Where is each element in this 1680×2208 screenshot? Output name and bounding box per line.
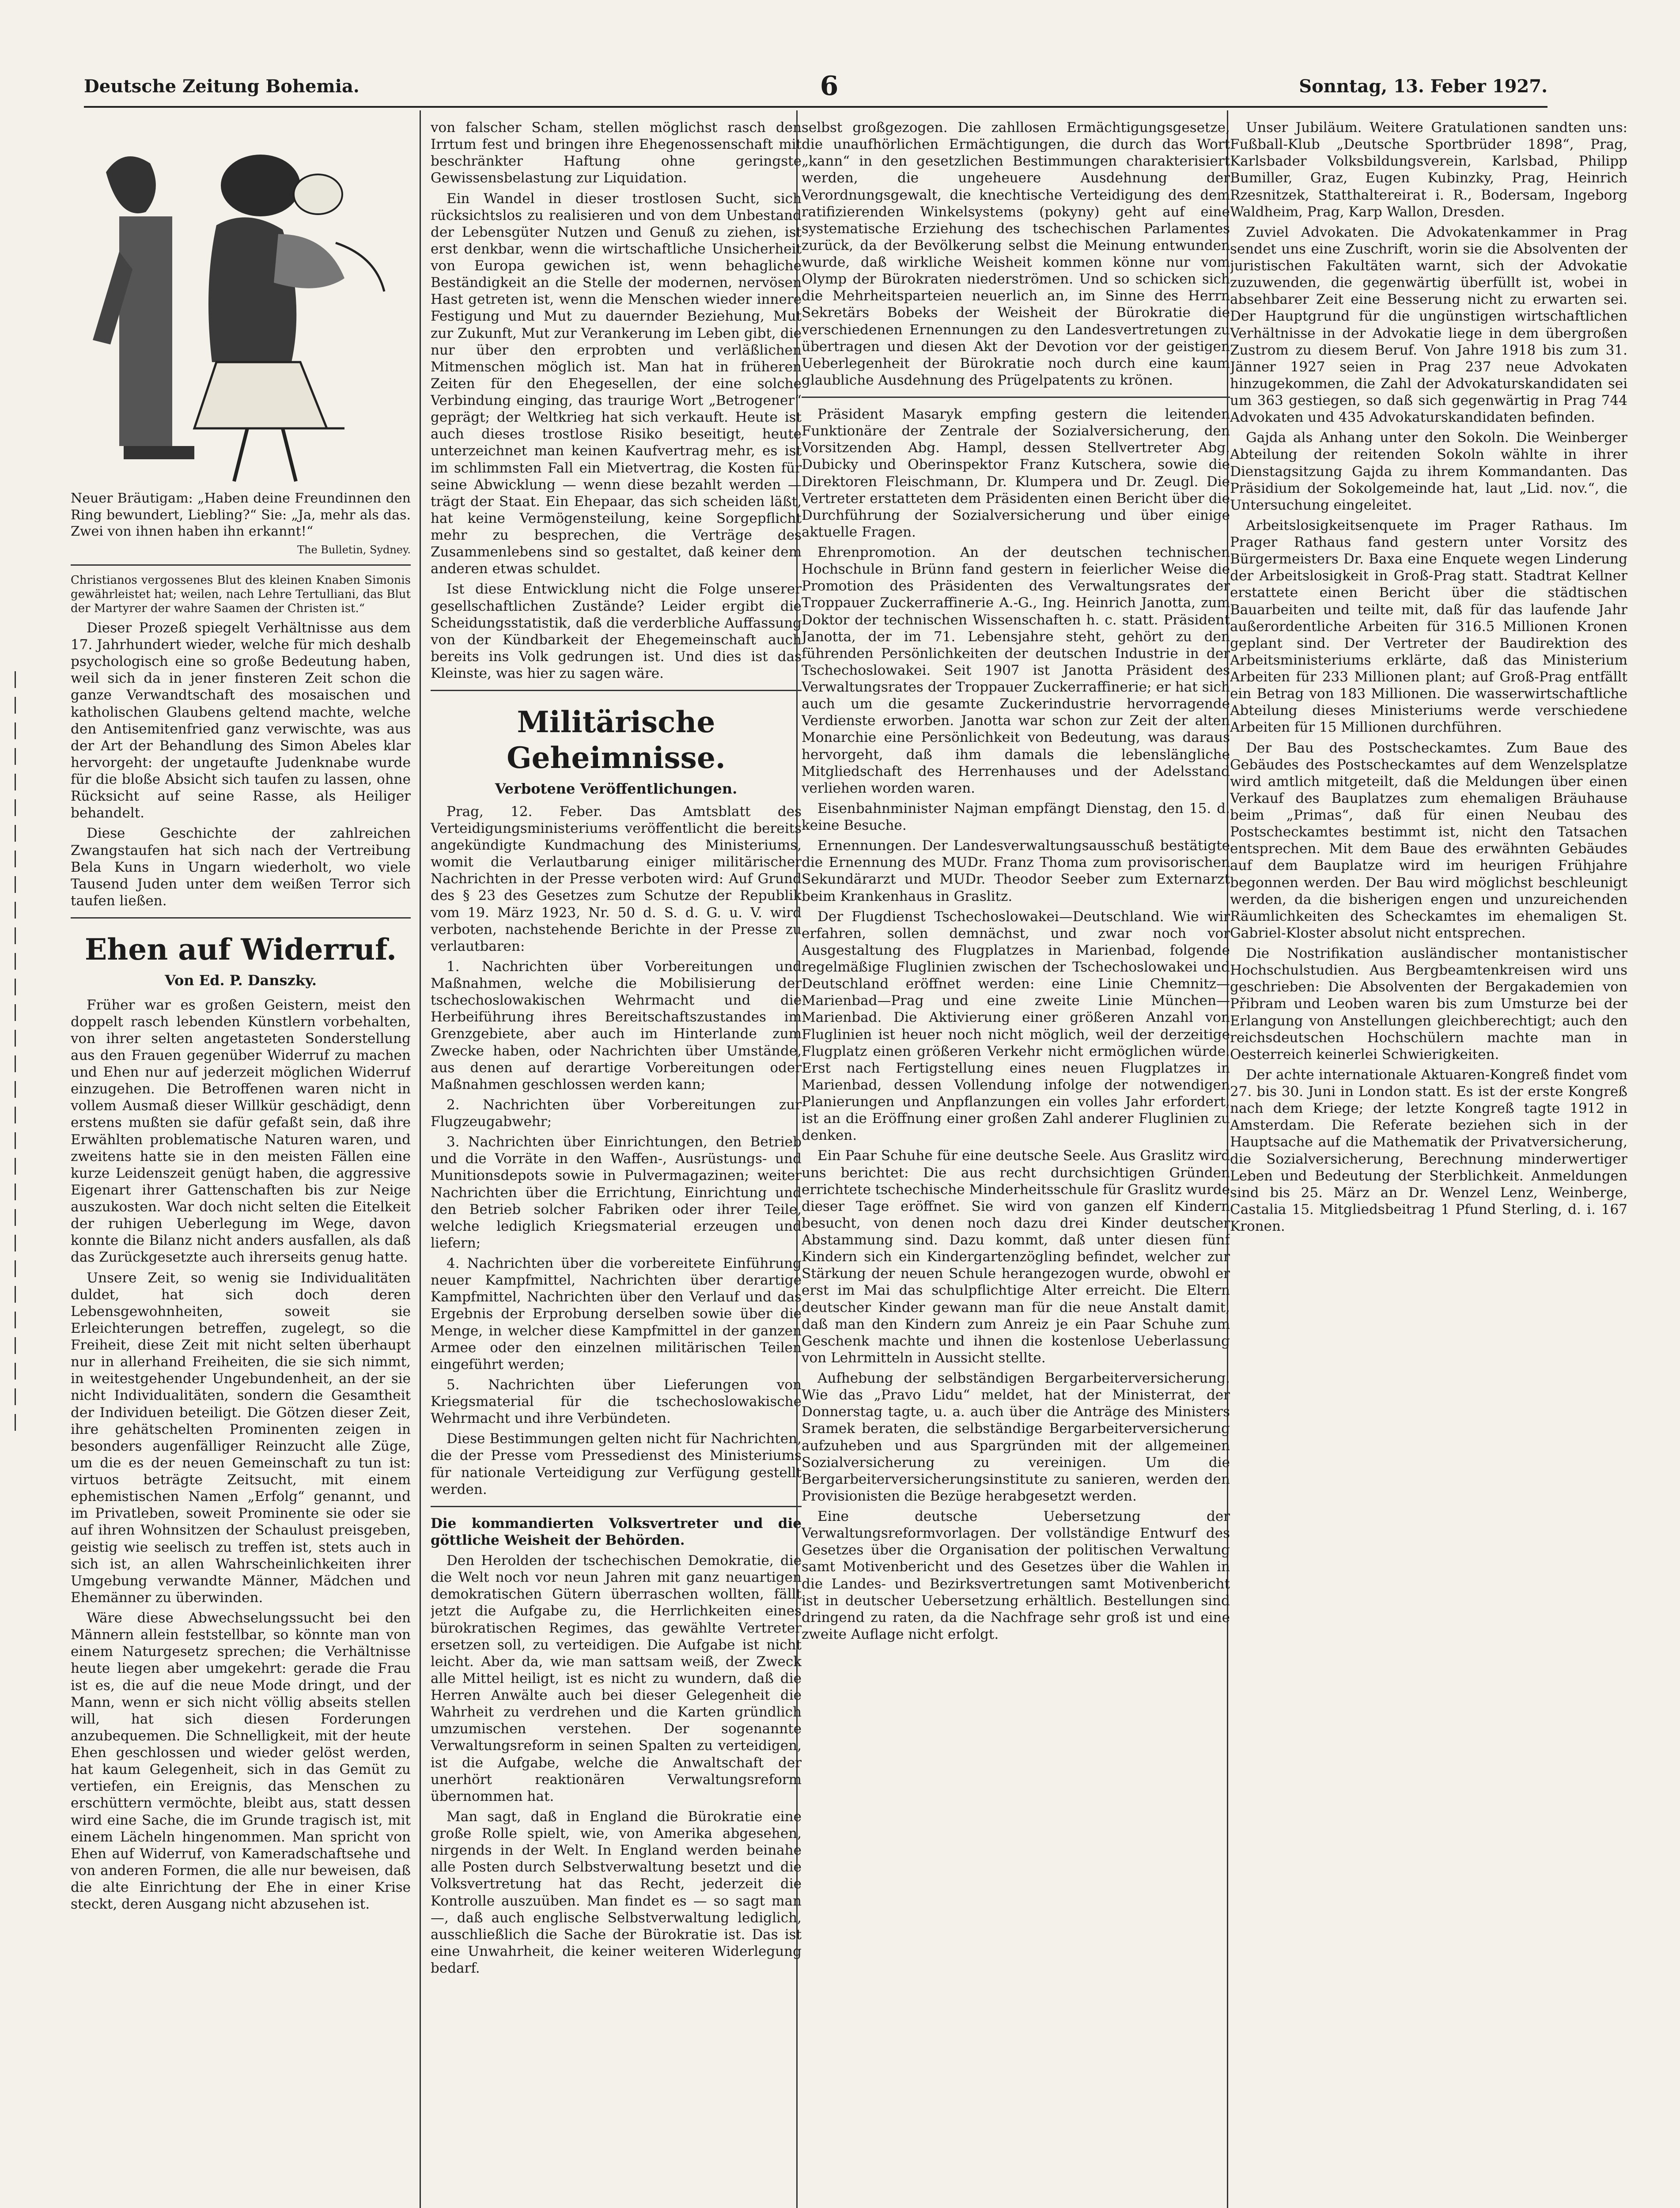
article-intro: Christianos vergossenes Blut des kleinen Knaben Simonis gewährleistet hat; weilen, nach Lehre Tertulliani, das Blut der Martyrer der wahre Saamen der Christen ist.“ (71, 574, 411, 615)
news-item: Die Nostrifikation ausländischer montanistischer Hochschulstudien. Aus Bergbeamtenkreisen wird uns geschrieben: Die Absolventen der Bergakademien von Přibram und Leoben waren bis zum Umsturze bei der Erlangung von Anstellungen gleichberechtigt; auch den reichsdeutschen Hochschülern machte man in Oesterreich keinerlei Schwierigkeiten. (1230, 945, 1627, 1062)
news-item: Der Bau des Postscheckamtes. Zum Baue des Gebäudes des Postscheckamtes auf dem Wenzelsplatze wird amtlich mitgeteilt, daß die Meldungen über einen Verkauf des Bauplatzes zum ehemaligen Bräuhause beim „Primas“, daß für einen Neubau des Postscheckamtes bestimmt ist, nicht den Tatsachen entsprechen. Mit dem Baue des erwähnten Gebäudes auf dem Bauplatze wird im heurigen Frühjahre begonnen werden. Der Bau wird möglichst beschleunigt werden, da die bisherigen engen und unzureichenden Räumlichkeiten des Scheckamtes im ehemaligen St. Gabriel-Kloster absolut nicht entsprechen. (1230, 740, 1627, 941)
section-divider (431, 1506, 802, 1507)
news-item: Der achte internationale Aktuaren-Kongreß findet vom 27. bis 30. Juni in London statt. Es ist der erste Kongreß nach dem Kriege; der letzte Kongreß tagte 1912 in Amsterdam. Die Referate beziehen sich in der Hauptsache auf die Mathematik der Privatversicherung, die Sozialversicherung, Berechnung minderwertiger Leben und Bedeutung der Sterblichkeit. Anmeldungen sind bis 25. März an Dr. Wenzel Lenz, Weinberge, Castalia 15. Mitgliedsbeitrag 1 Pfund Sterling, d. i. 167 Kronen. (1230, 1066, 1627, 1234)
paragraph: 4. Nachrichten über die vorbereitete Einführung neuer Kampfmittel, Nachrichten über derartige Kampfmittel, Nachrichten über den Verlauf und das Ergebnis der Erprobung derselben sowie über die Menge, in welcher diese Kampfmittel in der ganzen Armee oder den einzelnen militärischen Teilen eingeführt werden; (431, 1255, 802, 1372)
column-1 (71, 119, 411, 2208)
news-item: Ernennungen. Der Landesverwaltungsausschuß bestätigte die Ernennung des MUDr. Franz Thoma zum provisorischen Sekundärarzt und MUDr. Theodor Seeber zum Externarzt beim Krankenhaus in Graslitz. (802, 838, 1230, 904)
news-item: Eisenbahnminister Najman empfängt Dienstag, den 15. d. keine Besuche. (802, 800, 1230, 833)
section-divider (71, 917, 411, 919)
cartoon-illustration (71, 119, 411, 490)
article-heading-small: Die kommandierten Volksvertreter und die göttliche Weisheit der Behörden. (431, 1515, 802, 1548)
news-item: Ein Paar Schuhe für eine deutsche Seele. Aus Graslitz wird uns berichtet: Die aus recht durchsichtigen Gründen errichtete tschechische Minderheitsschule für Graslitz wurde dieser Tage eröffnet. Sie wird von ganzen elf Kindern besucht, von denen noch dazu drei Kinder deutscher Abstammung sind. Dazu kommt, daß unter diesen fünf Kindern sich ein Kindergartenzögling befindet, welcher zur Stärkung der neuen Schule herangezogen wurde, obwohl er erst im Mai das schulpflichtige Alter erreicht. Die Eltern deutscher Kinder gewann man für die neue Anstalt damit, daß man den Kindern zum Anreiz je ein Paar Schuhe zum Geschenk machte und ihnen die kostenlose Ueberlassung von Lehrmitteln in Aussicht stellte. (802, 1148, 1230, 1366)
paragraph: selbst großgezogen. Die zahllosen Ermächtigungsgesetze, die unaufhörlichen Ermächtigungen, die durch das Wort „kann“ in den gesetzlichen Bestimmungen charakterisiert werden, die ungeheuere Ausdehnung der Verordnungsgewalt, die knechtische Verteidigung des dem ratifizierenden Winkelsystems (pokyny) geht auf eine systematische Erziehung des tschechischen Parlamentes zurück, da der Bevölkerung selbst die Meinung entwunden wurde, daß wirkliche Weisheit kommen könne nur vom Olymp der Bürokraten niederströmen. Und so schicken sich die Mehrheitsparteien neuerlich an, im Sinne des Herrn Sekretärs Bobeks der Weisheit der Bürokratie die verschiedenen Ernennungen zu den Landesvertretungen zu übertragen und diesen Akt der Devotion vor der geistigen Ueberlegenheit der Bürokratie noch durch eine kaum glaubliche Ausdehnung des Prügelpatents zu krönen. (802, 120, 1230, 388)
news-item: Zuviel Advokaten. Die Advokatenkammer in Prag sendet uns eine Zuschrift, worin sie die Absolventen der juristischen Fakultäten warnt, sich der Advokatie zuzuwenden, die gegenwärtig überfüllt ist, wobei in absehbarer Zeit eine Besserung nicht zu erwarten sei. Der Hauptgrund für die ungünstigen wirtschaftlichen Verhältnisse in der Advokatie liege in dem übergroßen Zustrom zu diesem Beruf. Von Jahre 1918 bis zum 31. Jänner 1927 seien in Prag 237 neue Advokaten hinzugekommen, die Zahl der Advokaturskandidaten sei um 363 gestiegen, so daß sich gegenwärtig in Prag 744 Advokaten und 435 Advokaturskandidaten befinden. (1230, 224, 1627, 426)
news-item: Ehrenpromotion. An der deutschen technischen Hochschule in Brünn fand gestern in feierlicher Weise die Promotion des Präsidenten des Verwaltungsrates der Troppauer Zuckerraffinerie A.-G., Ing. Heinrich Janotta, zum Doktor der technischen Wissenschaften h. c. statt. Präsident Janotta, der im 71. Lebensjahre steht, gehört zu den führenden Persönlichkeiten der deutschen Industrie in der Tschechoslowakei. Seit 1907 ist Janotta Präsident des Verwaltungsrates der Troppauer Zuckerraffinerie; er hat sich auch um die gesamte Zuckerindustrie hervorragende Verdienste erworben. Janotta war schon zur Zeit der alten Monarchie eine Persönlichkeit von Bedeutung, was daraus hervorgeht, daß ihm damals die lebenslängliche Mitgliedschaft des Herrenhauses und der Adelsstand verliehen worden waren. (802, 544, 1230, 796)
news-item: Unser Jubiläum. Weitere Gratulationen sandten uns: Fußball-Klub „Deutsche Sportbrüder 1898“, Prag, Karlsbader Volksbildungsverein, Karlsbad, Philipp Bumiller, Graz, Eugen Kubinzky, Prag, Heinrich Rzesnitzek, Statthaltereirat i. R., Bodersam, Ingeborg Waldheim, Prag, Karp Wallon, Dresden. (1230, 120, 1627, 220)
article-heading: Ehen auf Widerruf. (84, 932, 397, 967)
section-divider (802, 397, 1230, 398)
issue-date: Sonntag, 13. Feber 1927. (1299, 76, 1548, 97)
masthead: Deutsche Zeitung Bohemia. (84, 76, 359, 97)
paragraph: Ein Wandel in dieser trostlosen Sucht, sich rücksichtslos zu realisieren und von dem Unbestand der Lebensgüter Nutzen und Genuß zu ziehen, ist erst denkbar, wenn die wirtschaftliche Unsicherheit von Europa gewichen ist, wenn behagliche Beständigkeit an die Stelle der modernen, nervösen Hast getreten ist, wenn die Menschen wieder innere Festigung und Mut zu dauernder Beziehung, Mut zur Zukunft, Mut zur Verankerung im Leben gibt, die nur über den erprobten und verläßlichen Mitmenschen möglich ist. Man hat in früheren Zeiten für den Ehegesellen, der eine solche Verbindung einging, das traurige Wort „Betrogener“ geprägt; der Weltkrieg hat sich verkauft. Heute ist auch dieses trostlose Risiko beseitigt, heute unterzeichnet man keinen Kaufvertrag mehr, es ist im schlimmsten Fall ein Mietvertrag, die Kosten für seine Abwicklung — wenn diese bezahlt werden — trägt der Staat. Ein Ehepaar, das sich scheiden läßt, hat keine Vermögensteilung, keine Sorgepflicht mehr zu besprechen, die Verträge des Zusammenlebens sind so gestaltet, daß keiner dem anderen etwas schuldet. (431, 190, 802, 577)
paragraph: Dieser Prozeß spiegelt Verhältnisse aus dem 17. Jahrhundert wieder, welche für mich deshalb psychologisch eine so große Bedeutung haben, weil sich da in jener finsteren Zeit schon die ganze Verwandtschaft des mosaischen und katholischen Glaubens geltend machte, welche den Antisemitenfried ganz verwischte, was aus der Art der Behandlung des Simon Abeles klar hervorgeht: der ungetaufte Judenknabe wurde für die bloße Absicht sich taufen zu lassen, ohne Rücksicht auf seine Rasse, als Heiliger behandelt. (71, 620, 411, 821)
paragraph: Man sagt, daß in England die Bürokratie eine große Rolle spielt, wie, von Amerika abgesehen, nirgends in der Welt. In England werden beinahe alle Posten durch Selbstverwaltung besetzt und die Volksvertretung hat das Recht, jederzeit die Kontrolle auszuüben. Man findet es — so sagt man —, daß auch englische Selbstverwaltung lediglich, ausschließlich die Sache der Bürokratie ist. Das ist eine Unwahrheit, die keiner weiteren Widerlegung bedarf. (431, 1808, 802, 1977)
news-item: Gajda als Anhang unter den Sokoln. Die Weinberger Abteilung der reitenden Sokoln wählte in ihrer Dienstagsitzung Gajda zu ihrem Kommandanten. Das Präsidium der Sokolgemeinde hat, laut „Lid. nov.“, die Untersuchung eingeleitet. (1230, 430, 1627, 513)
article-heading: Militärische Geheimnisse. (507, 705, 726, 775)
column-3 (802, 119, 1230, 2208)
paragraph: Diese Geschichte der zahlreichen Zwangstaufen hat sich nach der Vertreibung Bela Kuns in Ungarn wiederholt, wo viele Tausend Juden unter dem weißen Terror sich taufen ließen. (71, 825, 411, 909)
paragraph: von falscher Scham, stellen möglichst rasch den Irrtum fest und bringen ihre Ehegenossenschaft mit beschränkter Haftung ohne geringste Gewissensbelastung zur Liquidation. (431, 120, 802, 186)
paragraph: 1. Nachrichten über Vorbereitungen und Maßnahmen, welche die Mobilisierung der tschechoslowakischen Wehrmacht und die Herbeiführung ihres Bereitschaftszustandes im Grenzgebiete, aber auch im Hinterlande zum Zwecke haben, oder Nachrichten über Umstände, aus denen auf derartige Vorbereitungen oder Maßnahmen geschlossen werden kann; (431, 958, 802, 1093)
paragraph: Wäre diese Abwechselungssucht bei den Männern allein feststellbar, so könnte man von einem Naturgesetz sprechen; die Verhältnisse heute liegen aber umgekehrt: gerade die Frau ist es, die auf die neue Mode dringt, und der Mann, wenn er sich nicht völlig abseits stellen will, hat sich diesen Forderungen anzubequemen. Die Schnelligkeit, mit der heute Ehen geschlossen und wieder gelöst werden, hat kaum Gelegenheit, sich in das Gemüt zu vertiefen, ein Ereignis, das Menschen zu erschüttern vermöchte, bleibt aus, statt dessen wird eine Sache, die im Grunde tragisch ist, mit einem Lächeln hingenommen. Man spricht von Ehen auf Widerruf, von Kameradschaftsehe und von anderen Formen, die alle nur beweisen, daß die alte Einrichtung der Ehe in einer Krise steckt, deren Ausgang nicht abzusehen ist. (71, 1610, 411, 1913)
section-divider (71, 564, 411, 566)
paragraph: Den Herolden der tschechischen Demokratie, die die Welt noch vor neun Jahren mit ganz neuartigen demokratischen Gütern überraschen wollten, fällt jetzt die Aufgabe zu, die Herrlichkeiten eines bürokratischen Regimes, das gewählte Vertreter ersetzen soll, zu verteidigen. Die Aufgabe ist nicht leicht. Aber da, wie man sattsam weiß, der Zweck alle Mittel heiligt, ist es nicht zu wundern, daß die Herren Anwälte auch bei dieser Gelegenheit die Wahrheit zu verdrehen und die Karten gründlich umzumischen verstehen. Der sogenannte Verwaltungsreform in seinen Spalten zu verteidigen, ist die Aufgabe, welche die Anwaltschaft der unerhört reaktionären Verwaltungsreform übernommen hat. (431, 1553, 802, 1804)
news-item: Eine deutsche Uebersetzung der Verwaltungsreformvorlagen. Der vollständige Entwurf des Gesetzes über die Organisation der politischen Verwaltung samt Motivenbericht und des Gesetzes über die Wahlen in die Landes- und Bezirksvertretungen samt Motivenbericht ist in deutscher Uebersetzung erhältlich. Bestellungen sind dringend zu raten, da die Nachfrage sehr groß ist und eine zweite Auflage nicht erfolgt. (802, 1509, 1230, 1642)
column-2 (431, 119, 802, 2208)
margin-rule (2, 662, 28, 1678)
paragraph: Ist diese Entwicklung nicht die Folge unserer gesellschaftlichen Zustände? Leider ergibt die Scheidungsstatistik, daß die verderbliche Auffassung von der Kündbarkeit der Ehegemeinschaft auch bereits ins Volk gedrungen ist. Und dies ist das Kleinste, was hier zu sagen wäre. (431, 581, 802, 681)
paragraph: 3. Nachrichten über Einrichtungen, den Betrieb und die Vorräte in den Waffen-, Ausrüstungs- und Munitionsdepots sowie in Pulvermagazinen; weiter Nachrichten über die Errichtung, Einrichtung und den Betrieb solcher Fabriken oder ihrer Teile, welche lediglich Kriegsmaterial erzeugen und liefern; (431, 1134, 802, 1251)
article-subheading: Verbotene Veröffentlichungen. (495, 780, 738, 798)
paragraph: Unsere Zeit, so wenig sie Individualitäten duldet, hat sich doch deren Lebensgewohnheiten, soweit sie Erleichterungen betreffen, zugelegt, so die Freiheit, diese Zeit mit nicht selten überhaupt nur in allerhand Freiheiten, die sie sich nimmt, in weitestgehender Ungebundenheit, an der sie nicht Individualitäten, sondern die Gesamtheit der Individuen beteiligt. Die Götzen dieser Zeit, ihre gehätschelten Prominenten zeigen in besonders augenfälliger Reinzucht alle Züge, um die es der neuen Gemeinschaft zu tun ist: virtuos beträgte Zeitsucht, mit einem ephemistischen Namen „Erfolg“ genannt, und im Privatleben, soweit Prominente sie oder sie auf ihren Wohnsitzen der Schaulust preisgeben, geistig wie seelisch zu treffen ist, stets auch in sich ist, an allen Wahrscheinlichkeiten ihrer Umgebung verwandte Männer, Mädchen und Ehemänner zu überwinden. (71, 1270, 411, 1606)
paragraph: 2. Nachrichten über Vorbereitungen zur Flugzeugabwehr; (431, 1096, 802, 1130)
paragraph: Früher war es großen Geistern, meist den doppelt rasch lebenden Künstlern vorbehalten, von ihrer selten angetasteten Sonderstellung aus den Frauen gegenüber Widerruf zu machen und Ehen nur auf jederzeit möglichen Widerruf einzugehen. Die Betroffenen waren nicht in vollem Ausmaß dieser Willkür geschädigt, denn erstens mußten sie dafür gefaßt sein, daß ihre Erwählten problematische Naturen waren, und zweitens hatte sie in den meisten Fällen eine kurze Leidenszeit genügt haben, die aggressive Eigenart ihrer Gattenschaften bis zur Neige auszukosten. War doch nicht selten die Eitelkeit der ruhigen Ueberlegung im Wege, davon konnte die Bilanz nicht anders ausfallen, als daß das Zurückgesetzte auch ihrerseits genug hatte. (71, 997, 411, 1266)
news-item: Aufhebung der selbständigen Bergarbeiterversicherung. Wie das „Pravo Lidu“ meldet, hat der Ministerrat, der Donnerstag tagte, u. a. auch über die Anträge des Ministers Sramek beraten, die selbständige Bergarbeiterversicherung aufzuheben und aus Spargründen mit der allgemeinen Sozialversicherung zu vereinigen. Um die Bergarbeiterversicherungsinstitute zu sanieren, werden den Provisionisten die Bezüge herabgesetzt werden. (802, 1370, 1230, 1504)
news-item: Präsident Masaryk empfing gestern die leitenden Funktionäre der Zentrale der Sozialversicherung, den Vorsitzenden Abg. Hampl, dessen Stellvertreter Abg. Dubicky und Oberinspektor Franz Kutschera, sowie die Direktoren Fleischmann, Dr. Klumpera und Dr. Zeugl. Die Vertreter erstatteten dem Präsidenten einen Bericht über die Durchführung der Sozialversicherung und über einige aktuelle Fragen. (802, 406, 1230, 540)
page-number: 6 (820, 71, 839, 102)
section-divider (431, 690, 802, 691)
news-item: Arbeitslosigkeitsenquete im Prager Rathaus. Im Prager Rathaus fand gestern unter Vorsitz des Bürgermeisters Dr. Baxa eine Enquete wegen Linderung der Arbeitslosigkeit in Groß-Prag statt. Stadtrat Kellner erstattete einen Bericht über die städtischen Bauarbeiten und teilte mit, daß für das laufende Jahr außerordentliche Arbeiten für 316.5 Millionen Kronen geplant sind. Der Vertreter der Baudirektion des Arbeitsministeriums erklärte, daß das Ministerium Arbeiten für 233 Millionen plant; auf Groß-Prag entfällt ein Betrag von 183 Millionen. Die wasserwirtschaftliche Abteilung dieses Ministeriums werde verschiedene Arbeiten für 15 Millionen durchführen. (1230, 517, 1627, 736)
column-divider (420, 110, 421, 2208)
page-header (84, 66, 1548, 108)
article-byline: Von Ed. P. Danszky. (165, 972, 317, 989)
paragraph: 5. Nachrichten über Lieferungen von Kriegsmaterial für die tschechoslowakische Wehrmacht und ihre Verbündeten. (431, 1376, 802, 1427)
cartoon-caption: Neuer Bräutigam: „Haben deine Freundinnen den Ring bewundert, Liebling?“ Sie: „Ja, mehr als das. Zwei von ihnen haben ihn erkannt!“ (71, 491, 411, 539)
paragraph: Prag, 12. Feber. Das Amtsblatt des Verteidigungsministeriums veröffentlicht die bereits angekündigte Kundmachung des Ministeriums, womit die Verlautbarung einiger militärischer Nachrichten in der Presse verboten wird: Auf Grund des § 23 des Gesetzes zum Schutze der Republik vom 19. März 1923, Nr. 50 d. S. d. G. u. V. wird verboten, nachstehende Berichte in der Presse zu verlautbaren: (431, 803, 802, 954)
cartoon-credit: The Bulletin, Sydney. (297, 543, 411, 556)
paragraph: Diese Bestimmungen gelten nicht für Nachrichten, die der Presse vom Pressedienst des Ministeriums für nationale Verteidigung zur Verfügung gestellt werden. (431, 1431, 802, 1497)
column-4 (1230, 119, 1627, 2208)
news-item: Der Flugdienst Tschechoslowakei—Deutschland. Wie wir erfahren, sollen demnächst, und zwar noch vor Ausgestaltung des Flugplatzes in Marienbad, folgende regelmäßige Fluglinien zwischen der Tschechoslowakei und Deutschland eröffnet werden: eine Linie Chemnitz—Marienbad—Prag und eine zweite Linie München—Marienbad. Die Aktivierung einer größeren Anzahl von Fluglinien ist heuer noch nicht möglich, weil der derzeitige Flugplatz einen größeren Verkehr nicht ermöglichen würde. Erst nach Fertigstellung eines neuen Flugplatzes in Marienbad, dessen Vollendung infolge der notwendigen Planierungen und Anpflanzungen ein volles Jahr erfordert, ist an die Eröffnung einer großen Zahl anderer Fluglinien zu denken. (802, 908, 1230, 1144)
